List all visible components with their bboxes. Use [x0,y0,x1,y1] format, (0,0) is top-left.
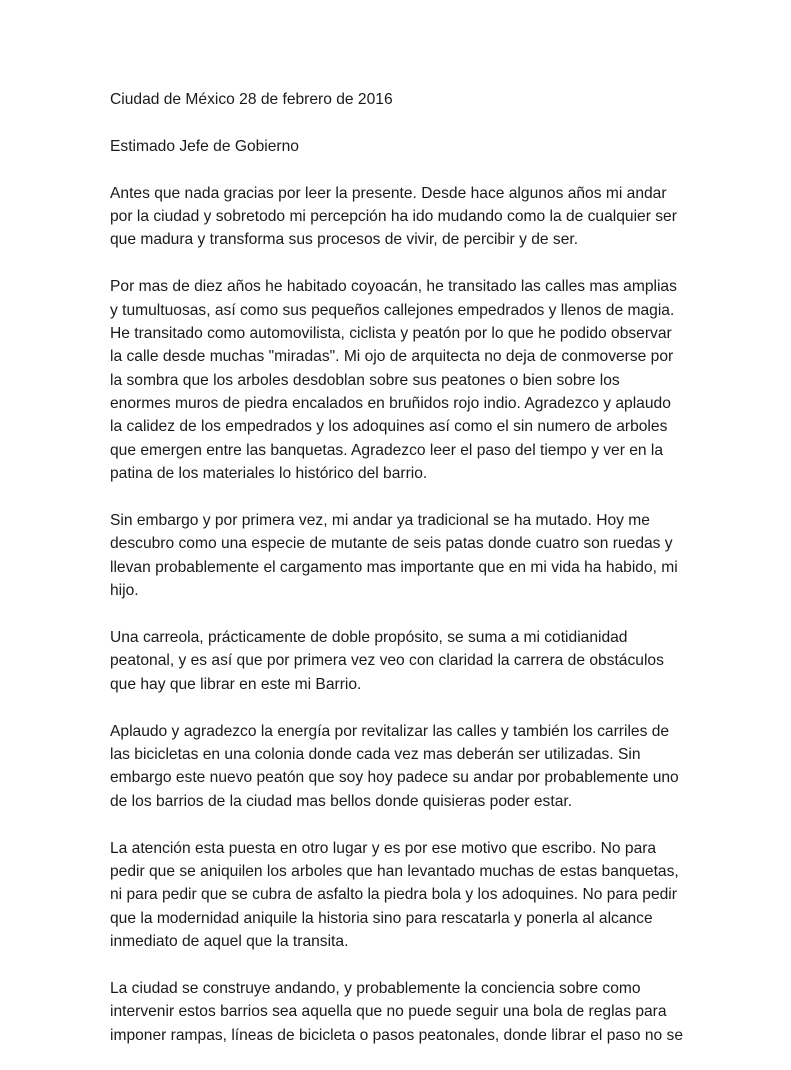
text-line: embargo este nuevo peatón que soy hoy padece su andar por probablemente uno [110,769,679,787]
text-line: peatonal, y es así que por primera vez veo con claridad la carrera de obstáculos [110,652,664,670]
paragraph-7 [110,977,690,1047]
text-line: de los barrios de la ciudad mas bellos donde quisieras poder estar. [110,792,573,810]
text-line: que hay que librar en este mi Barrio. [110,675,362,693]
text-line: y tumultuosas, así como sus pequeños callejones empedrados y llenos de magia. [110,301,675,319]
paragraph-2 [110,275,690,486]
text-line: La atención esta puesta en otro lugar y es por ese motivo que escribo. No para [110,839,657,857]
text-line: He transitado como automovilista, ciclista y peatón por lo que he podido observar [110,324,672,342]
text-line: por la ciudad y sobretodo mi percepción ha ido mudando como la de cualquier ser [110,207,677,225]
text-line: patina de los materiales lo histórico del barrio. [110,465,428,483]
paragraph-3 [110,509,690,603]
text-line: que madura y transforma sus procesos de vivir, de percibir y de ser. [110,231,579,249]
text-line: la calle desde muchas "miradas". Mi ojo de arquitecta no deja de conmoverse por [110,348,674,366]
text-line: llevan probablemente el cargamento mas importante que en mi vida ha habido, mi [110,558,678,576]
text-line: inmediato de aquel que la transita. [110,933,349,951]
salutation: Estimado Jefe de Gobierno [110,137,299,155]
text-line: pedir que se aniquilen los arboles que han levantado muchas de estas banquetas, [110,862,679,880]
date-line: Ciudad de México 28 de febrero de 2016 [110,91,393,108]
text-line: que emergen entre las banquetas. Agradezco leer el paso del tiempo y ver en la [110,441,664,459]
paragraph-5 [110,720,690,814]
text-line: la calidez de los empedrados y los adoquines así como el sin numero de arboles [110,418,668,436]
text-line: Sin embargo y por primera vez, mi andar ya tradicional se ha mutado. Hoy me [110,512,650,530]
text-line: imponer rampas, líneas de bicicleta o pasos peatonales, donde librar el paso no se [110,1026,683,1044]
text-line: La ciudad se construye andando, y probablemente la conciencia sobre como [110,979,641,997]
text-line: que la modernidad aniquile la historia sino para rescatarla y ponerla al alcance [110,909,653,927]
text-line: Por mas de diez años he habitado coyoacán, he transitado las calles mas amplias [110,278,677,296]
text-line: Antes que nada gracias por leer la presente. Desde hace algunos años mi andar [110,184,667,202]
text-line: ni para pedir que se cubra de asfalto la piedra bola y los adoquines. No para pedir [110,886,677,904]
text-line: Aplaudo y agradezco la energía por revitalizar las calles y también los carriles de [110,722,670,740]
text-line: la sombra que los arboles desdoblan sobre sus peatones o bien sobre los [110,371,620,389]
text-line: descubro como una especie de mutante de seis patas donde cuatro son ruedas y [110,535,673,553]
letter-page [110,88,690,1070]
text-line: las bicicletas en una colonia donde cada vez mas deberán ser utilizadas. Sin [110,745,641,763]
paragraph-4 [110,626,690,696]
text-line: hijo. [110,582,139,600]
text-line: enormes muros de piedra encalados en bruñidos rojo indio. Agradezco y aplaudo [110,395,671,413]
text-line: Una carreola, prácticamente de doble propósito, se suma a mi cotidianidad [110,628,628,646]
paragraph-1 [110,182,690,252]
paragraph-6 [110,837,690,954]
text-line: intervenir estos barrios sea aquella que no puede seguir una bola de reglas para [110,1003,667,1021]
